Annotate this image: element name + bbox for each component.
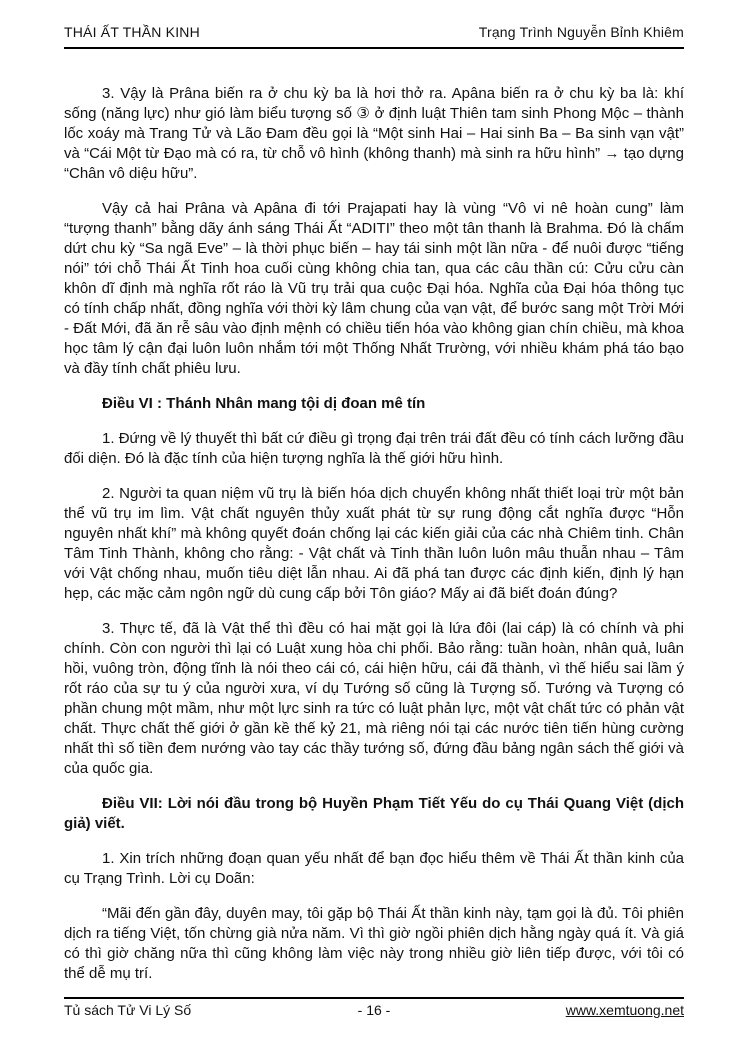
footer-website-link[interactable]: www.xemtuong.net xyxy=(565,1002,685,1018)
running-footer xyxy=(64,1002,684,1018)
heading-dieu-vi: Điều VI : Thánh Nhân mang tội dị đoan mê tín xyxy=(102,395,426,412)
paragraph-vii-1: 1. Xin trích những đoạn quan yếu nhất để bạn đọc hiểu thêm về Thái Ất thần kinh của cụ Trạng Trình. Lời cụ Doãn: xyxy=(64,850,684,887)
paragraph-vi-1: 1. Đứng về lý thuyết thì bất cứ điều gì trọng đại trên trái đất đều có tính cách lưỡng đầu đối diện. Đó là đặc tính của hiện tượng nghĩa là thế giới hữu hình. xyxy=(64,430,684,467)
paragraph-vi-2: 2. Người ta quan niệm vũ trụ là biến hóa dịch chuyển không nhất thiết loại trừ một bản thể vũ trụ im lìm. Vật chất nguyên thủy xuất phát từ sự rung động cắt nghĩa được “Hỗn nguyên nhất khí” mà không quyết đoán chống lại các kiến giải của các nhà Chiêm tinh. Chân Tâm Tinh Thành, không cho rằng: - Vật chất và Tinh thần luôn luôn mâu thuẫn nhau – Tâm với Vật chống nhau, muốn tiêu diệt lẫn nhau. Ai đã phá tan được các định kiến, định lý hạn hẹp, các mặc cảm ngôn ngữ dù cung cấp bởi Tôn giáo? Mấy ai đã biết đoán đúng? xyxy=(64,485,684,602)
header-book-title: THÁI ẤT THẦN KINH xyxy=(64,24,200,40)
paragraph-prajapati: Vậy cả hai Prâna và Apâna đi tới Prajapati hay là vùng “Vô vi nê hoàn cung” làm “tượng thanh” bằng dãy ánh sáng Thái Ất “ADITI” theo một tân thanh là Brahma. Đó là chấm dứt chu kỳ “Sa ngã Eve” – là thời phục biến – hay tái sinh một lần nữa - để nuôi được “tiếng nói” tới chỗ Thái Ất Tinh hoa cuối cùng không chia tan, qua các câu thần cú: Cửu cửu càn khôn dĩ định mà nghĩa rốt ráo là Vũ trụ trải qua cuộc Đại hóa. Nghĩa của Đại hóa thông tục có tính chấp nhất, đồng nghĩa với thời kỳ lâm chung của vạn vật, để bước sang một Trời Mới - Đất Mới, đã ăn rễ sâu vào định mệnh có chiều tiến hóa vào không gian chín chiều, mà khoa học tâm lý cận đại luôn luôn nhắm tới một Thống Nhất Trường, với nhiều khám phá táo bạo và đầy tính chất phiêu lưu. xyxy=(64,200,684,377)
paragraph-vii-quote: “Mãi đến gần đây, duyên may, tôi gặp bộ Thái Ất thần kinh này, tạm gọi là đủ. Tôi phiên dịch ra tiếng Việt, tốn chừng già nửa năm. Vì thì giờ ngồi phiên dịch hằng ngày quá ít. Và giá có thì giờ chăng nữa thì cũng không làm việc này trong nhiều giờ liên tiếp được, với tôi có thể dễ mụ trí. xyxy=(64,905,684,982)
header-author: Trạng Trình Nguyễn Bỉnh Khiêm xyxy=(478,24,684,40)
paragraph-vi-3: 3. Thực tế, đã là Vật thể thì đều có hai mặt gọi là lứa đôi (lai cáp) là có chính và phi chính. Còn con người thì lại có Luật xung hòa chi phối. Bảo rằng: tuần hoàn, nhân quả, luân hồi, vuông tròn, động tĩnh là nói theo cái có, cái hiện hữu, cái đã thành, vì thế hiểu sai lầm ý rốt ráo của sự tu ý của người xưa, ví dụ Tướng số cũng là Tượng số. Tướng và Tượng có phần chung một mầm, như một lực sinh ra tức có luật phản lực, một vật chất tức có phản vật chất. Thực chất thế giới ở gần kề thế kỷ 21, mà riêng nói tại các nước tiên tiến hùng cường nhất thì số tiền đem nướng vào tay các thầy tướng số, đứng đầu bảng ngân sách thế giới và của quốc gia. xyxy=(64,620,684,777)
heading-dieu-vii: Điều VII: Lời nói đầu trong bộ Huyền Phạm Tiết Yếu do cụ Thái Quang Việt (dịch giả) viết. xyxy=(64,795,684,832)
footer-page-number: - 16 - xyxy=(357,1002,391,1018)
footer-series-title: Tủ sách Tử Vi Lý Số xyxy=(64,1002,192,1018)
footer-rule xyxy=(64,997,684,999)
header-rule xyxy=(64,47,684,49)
paragraph-prana: 3. Vậy là Prâna biến ra ở chu kỳ ba là hơi thở ra. Apâna biến ra ở chu kỳ ba là: khí sống (năng lực) như gió làm biểu tượng số ③ ở định luật Thiên tam sinh Phong Mộc – thành lốc xoáy mà Trang Tử và Lão Đam đều gọi là “Một sinh Hai – Hai sinh Ba – Ba sinh vạn vật” và “Cái Một từ Đạo mà có ra, từ chỗ vô hình (không thanh) mà sinh ra hữu hình” → tạo dựng “Chân vô diệu hữu”. xyxy=(64,85,684,182)
document-body xyxy=(64,84,684,999)
running-header xyxy=(64,24,684,40)
